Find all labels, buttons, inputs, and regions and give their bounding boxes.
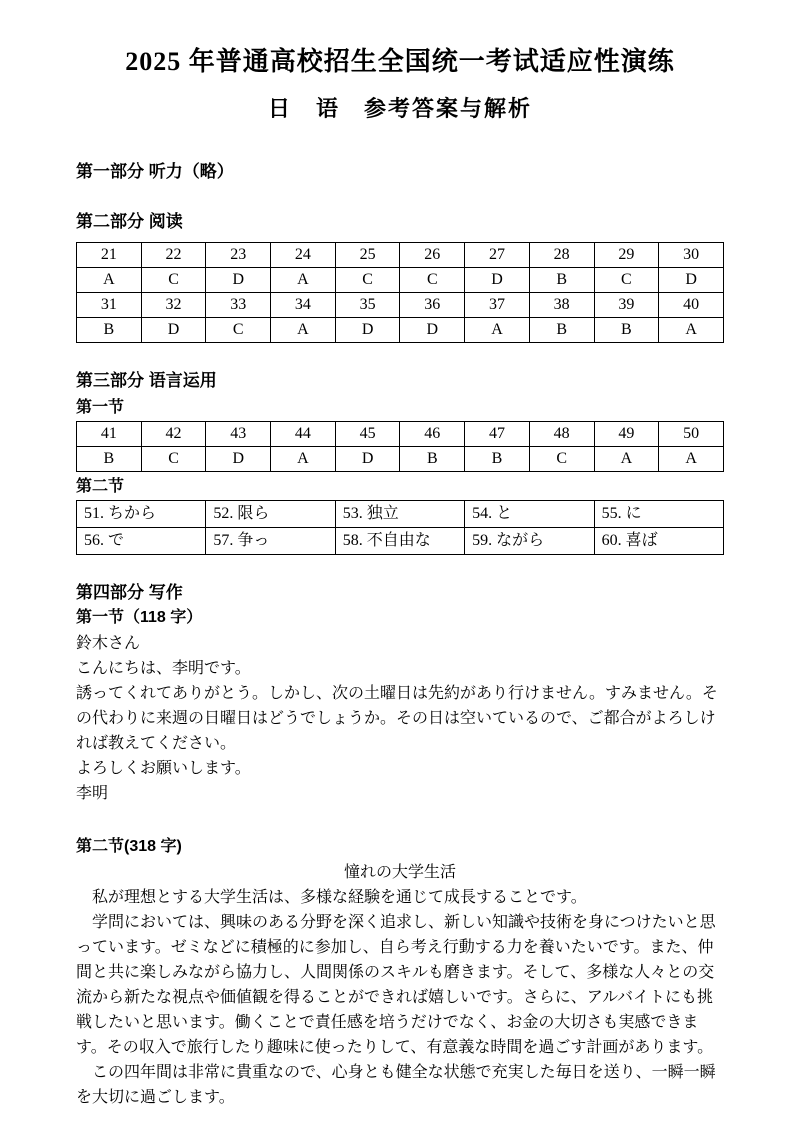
table-cell: 53. 独立	[335, 501, 464, 528]
table-cell: 49	[594, 422, 659, 447]
table-cell: 39	[594, 293, 659, 318]
table-cell: 30	[659, 243, 724, 268]
table-cell: 56. で	[77, 528, 206, 555]
table-cell: B	[465, 447, 530, 472]
table-cell: B	[400, 447, 465, 472]
letter-answer-text	[76, 631, 724, 806]
table-cell: A	[659, 318, 724, 343]
table-cell: 22	[141, 243, 206, 268]
table-cell: 45	[335, 422, 400, 447]
table-cell: A	[271, 318, 336, 343]
table-cell: B	[77, 318, 142, 343]
table-cell: 55. に	[594, 501, 723, 528]
table-cell: D	[141, 318, 206, 343]
language-use-answers-table	[76, 421, 724, 472]
table-cell: 40	[659, 293, 724, 318]
table-cell: 59. ながら	[465, 528, 594, 555]
table-cell: D	[335, 318, 400, 343]
table-cell: A	[659, 447, 724, 472]
table-row	[77, 422, 724, 447]
table-row	[77, 447, 724, 472]
text-line: この四年間は非常に貴重なので、心身とも健全な状態で充実した毎日を送り、一瞬一瞬を大切に過ごします。	[76, 1064, 716, 1106]
table-cell: D	[335, 447, 400, 472]
table-cell: 23	[206, 243, 271, 268]
table-cell: 21	[77, 243, 142, 268]
table-cell: B	[77, 447, 142, 472]
table-cell: D	[206, 447, 271, 472]
table-row	[77, 501, 724, 528]
table-cell: A	[271, 268, 336, 293]
table-cell: 51. ちから	[77, 501, 206, 528]
table-cell: A	[271, 447, 336, 472]
table-cell: 54. と	[465, 501, 594, 528]
table-cell: B	[594, 318, 659, 343]
table-cell: D	[206, 268, 271, 293]
part4-section1-label: 第一节（118 字）	[76, 609, 203, 626]
part3-section1-label: 第一节	[76, 399, 125, 416]
table-cell: 47	[465, 422, 530, 447]
table-cell: 58. 不自由な	[335, 528, 464, 555]
table-cell: 25	[335, 243, 400, 268]
table-cell: C	[594, 268, 659, 293]
table-cell: 28	[529, 243, 594, 268]
table-cell: 60. 喜ば	[594, 528, 723, 555]
table-cell: C	[206, 318, 271, 343]
table-cell: 37	[465, 293, 530, 318]
table-cell: 32	[141, 293, 206, 318]
text-line: 学問においては、興味のある分野を深く追求し、新しい知識や技術を身につけたいと思っています。ゼミなどに積極的に参加し、自ら考え行動する力を養いたいです。また、仲間と共に楽しみながら協力し、人間関係のスキルも磨きます。そして、多様な人々との交流から新たな視点や価値観を得ることができれば嬉しいです。さらに、アルバイトにも挑戦したいと思います。働くことで責任感を培うだけでなく、お金の大切さも実感できます。その収入で旅行したり趣味に使ったりして、有意義な時間を過ごす計画があります。	[76, 914, 716, 1056]
table-cell: D	[659, 268, 724, 293]
essay-title: 憧れの大学生活	[343, 864, 456, 881]
table-cell: C	[141, 268, 206, 293]
table-row	[77, 243, 724, 268]
part3-section2-label: 第二节	[76, 478, 125, 495]
table-row	[77, 268, 724, 293]
part1-heading: 第一部分 听力（略）	[76, 162, 234, 181]
table-cell: 31	[77, 293, 142, 318]
fill-in-answers-table	[76, 500, 724, 555]
text-line: こんにちは、李明です。	[76, 660, 251, 677]
table-cell: C	[335, 268, 400, 293]
table-cell: 34	[271, 293, 336, 318]
document-subtitle: 日 语 参考答案与解析	[267, 96, 532, 121]
table-cell: 46	[400, 422, 465, 447]
table-cell: 50	[659, 422, 724, 447]
table-cell: 44	[271, 422, 336, 447]
table-cell: D	[465, 268, 530, 293]
table-cell: 57. 争っ	[206, 528, 335, 555]
table-cell: D	[400, 318, 465, 343]
part4-heading: 第四部分 写作	[76, 583, 183, 602]
table-cell: 38	[529, 293, 594, 318]
table-cell: 42	[141, 422, 206, 447]
table-cell: C	[529, 447, 594, 472]
table-cell: A	[77, 268, 142, 293]
text-line: 李明	[76, 785, 109, 802]
table-cell: A	[465, 318, 530, 343]
table-cell: 27	[465, 243, 530, 268]
table-cell: C	[400, 268, 465, 293]
table-row	[77, 528, 724, 555]
text-line: 誘ってくれてありがとう。しかし、次の土曜日は先約があり行けません。すみません。その代わりに来週の日曜日はどうでしょうか。その日は空いているので、ご都合がよろしければ教えてください。	[76, 685, 718, 752]
part4-section2-label: 第二节(318 字)	[76, 838, 182, 855]
table-cell: 43	[206, 422, 271, 447]
table-cell: 35	[335, 293, 400, 318]
text-line: よろしくお願いします。	[76, 760, 251, 777]
table-cell: B	[529, 268, 594, 293]
essay-answer-text	[76, 885, 724, 1110]
document-title: 2025 年普通高校招生全国统一考试适应性演练	[125, 47, 675, 76]
table-cell: 29	[594, 243, 659, 268]
table-cell: B	[529, 318, 594, 343]
table-cell: 48	[529, 422, 594, 447]
table-cell: 36	[400, 293, 465, 318]
reading-answers-table	[76, 242, 724, 343]
table-cell: 52. 限ら	[206, 501, 335, 528]
table-cell: 24	[271, 243, 336, 268]
part3-heading: 第三部分 语言运用	[76, 371, 217, 390]
table-row	[77, 318, 724, 343]
table-cell: 33	[206, 293, 271, 318]
table-cell: A	[594, 447, 659, 472]
table-row	[77, 293, 724, 318]
part2-heading: 第二部分 阅读	[76, 212, 183, 231]
table-cell: C	[141, 447, 206, 472]
text-line: 私が理想とする大学生活は、多様な経験を通じて成長することです。	[76, 889, 587, 906]
text-line: 鈴木さん	[76, 635, 141, 652]
table-cell: 41	[77, 422, 142, 447]
table-cell: 26	[400, 243, 465, 268]
